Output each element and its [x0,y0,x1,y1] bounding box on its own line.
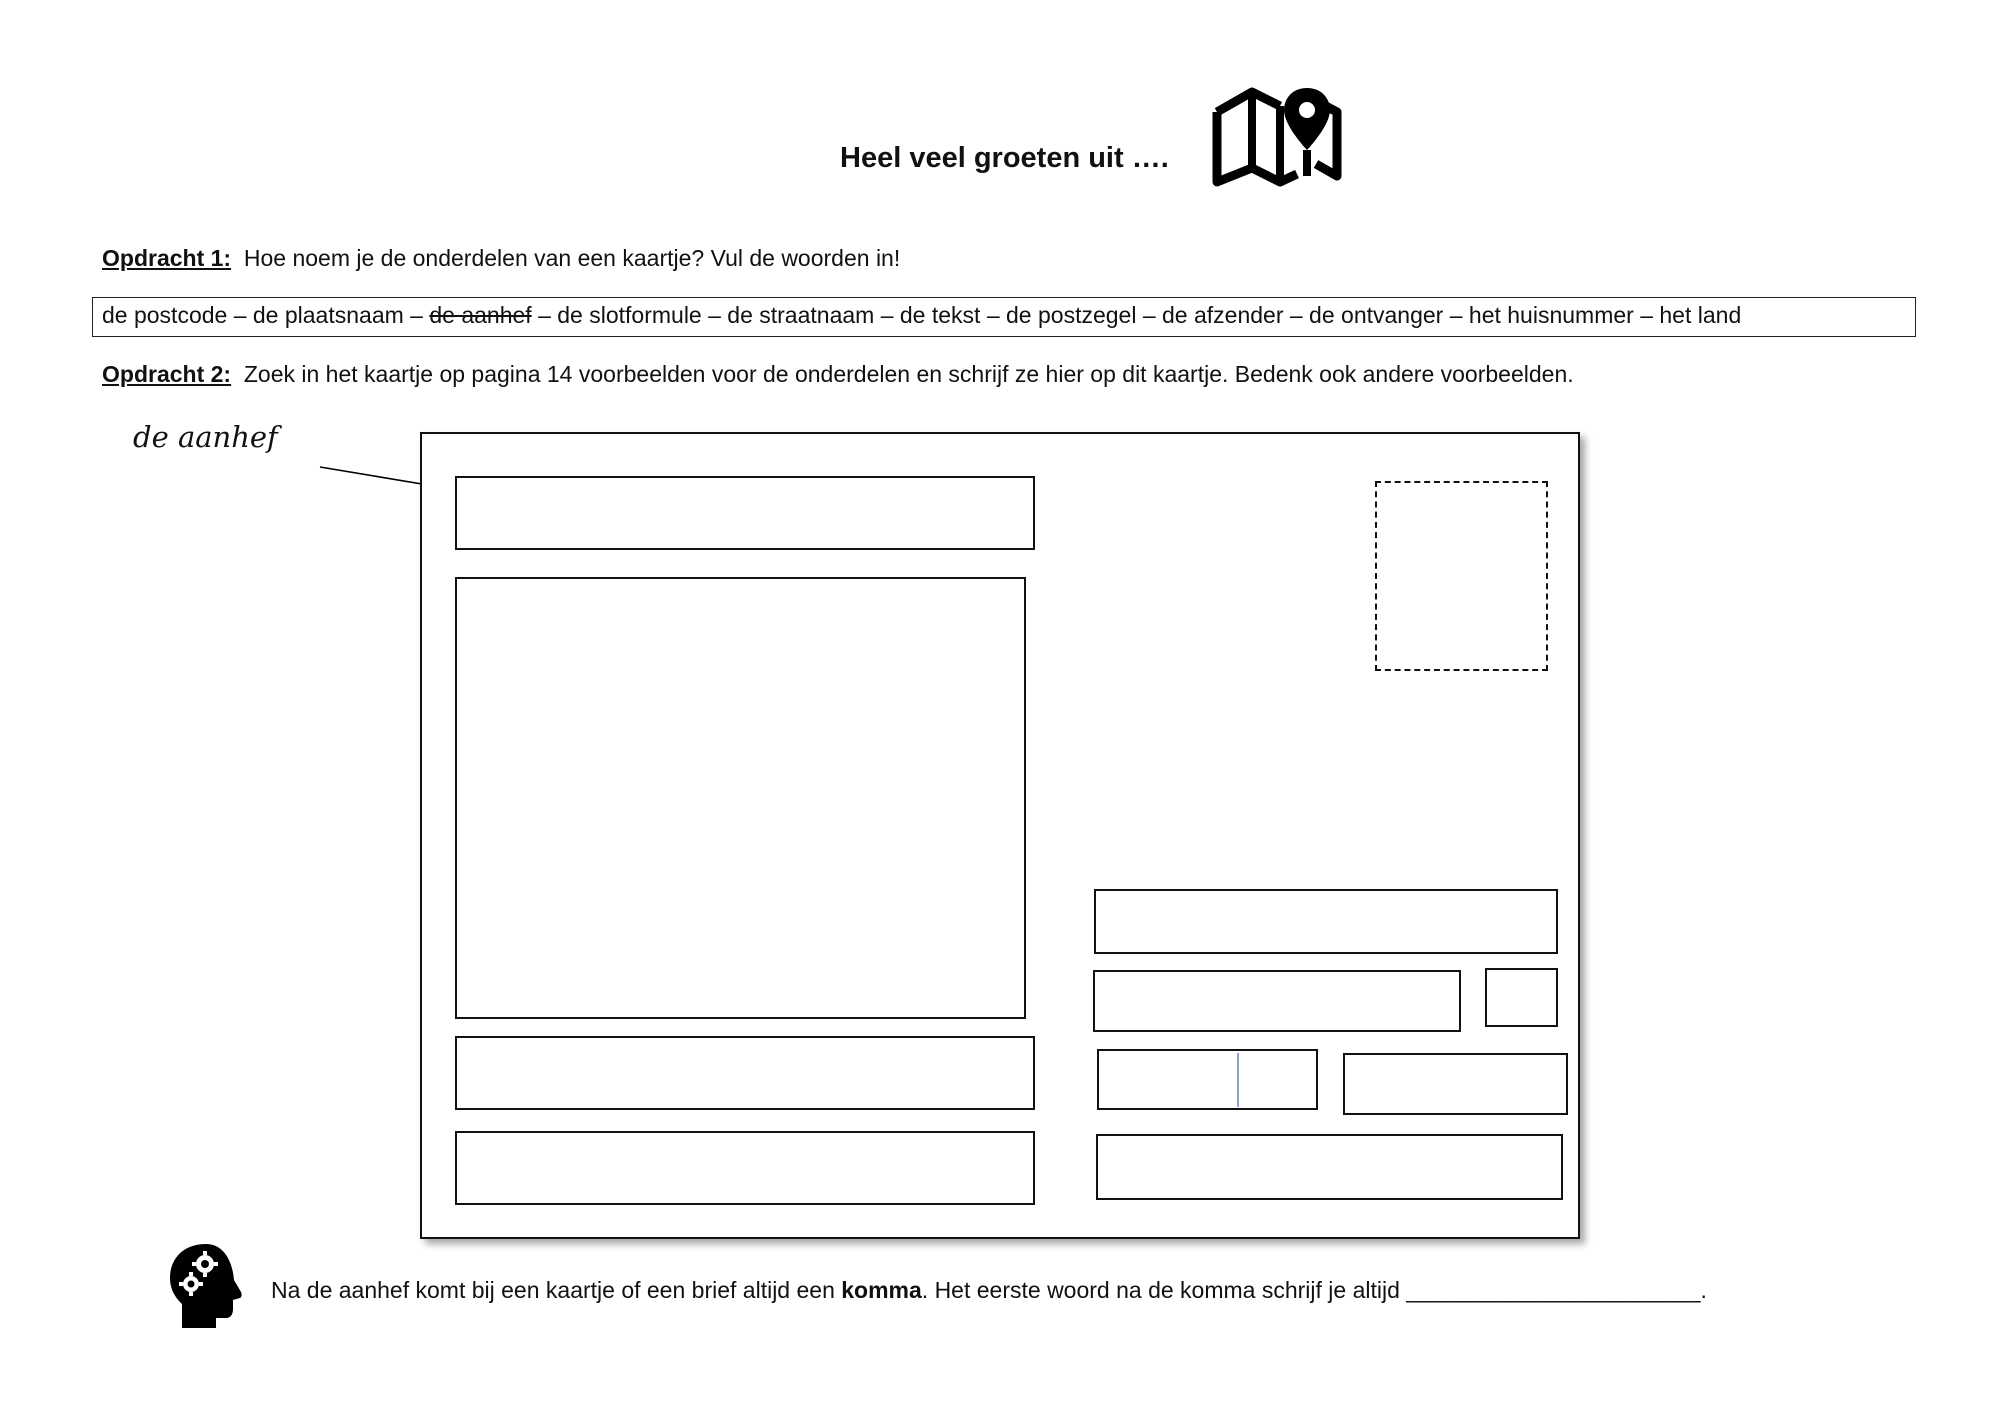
field-ontvanger[interactable] [1094,889,1558,954]
field-aanhef[interactable] [455,476,1035,550]
tip-text [271,1277,1707,1304]
field-postcode[interactable] [1097,1049,1318,1110]
field-huisnummer[interactable] [1485,968,1558,1027]
field-postzegel[interactable] [1375,481,1548,671]
task-1 [102,245,900,272]
task-2-text: Zoek in het kaartje op pagina 14 voorbeelden voor de onderdelen en schrijf ze hier op dit kaartje. Bedenk ook andere voorbeelden. [243,361,1574,387]
field-tekst[interactable] [455,577,1026,1019]
field-plaatsnaam[interactable] [1343,1053,1568,1115]
tip-after: . Het eerste woord na de komma schrijf je altijd _______________________. [921,1277,1707,1303]
tip-bold: komma [841,1277,922,1303]
task-1-text: Hoe noem je de onderdelen van een kaartje? Vul de woorden in! [243,245,901,271]
task-2 [102,361,1574,388]
postcard [420,432,1580,1239]
example-label-aanhef: de aanhef [133,420,278,454]
task-1-label: Opdracht 1: [102,245,232,271]
field-afzender[interactable] [455,1131,1035,1205]
text-cursor [1237,1053,1239,1107]
field-land[interactable] [1096,1134,1563,1200]
tip-before: Na de aanhef komt bij een kaartje of een brief altijd een [271,1277,842,1303]
map-pin-icon [1212,84,1342,190]
head-gears-icon [170,1242,242,1328]
field-slotformule[interactable] [455,1036,1035,1110]
word-list-after: – de slotformule – de straatnaam – de tekst – de postzegel – de afzender – de ontvanger – het huisnummer – het land [531,302,1742,328]
field-straatnaam[interactable] [1093,970,1461,1032]
word-list-before: de postcode – de plaatsnaam – [102,302,430,328]
word-list-struck: de aanhef [429,302,532,328]
page-title: Heel veel groeten uit …. [840,142,1169,174]
word-list-box [92,297,1916,337]
task-2-label: Opdracht 2: [102,361,232,387]
